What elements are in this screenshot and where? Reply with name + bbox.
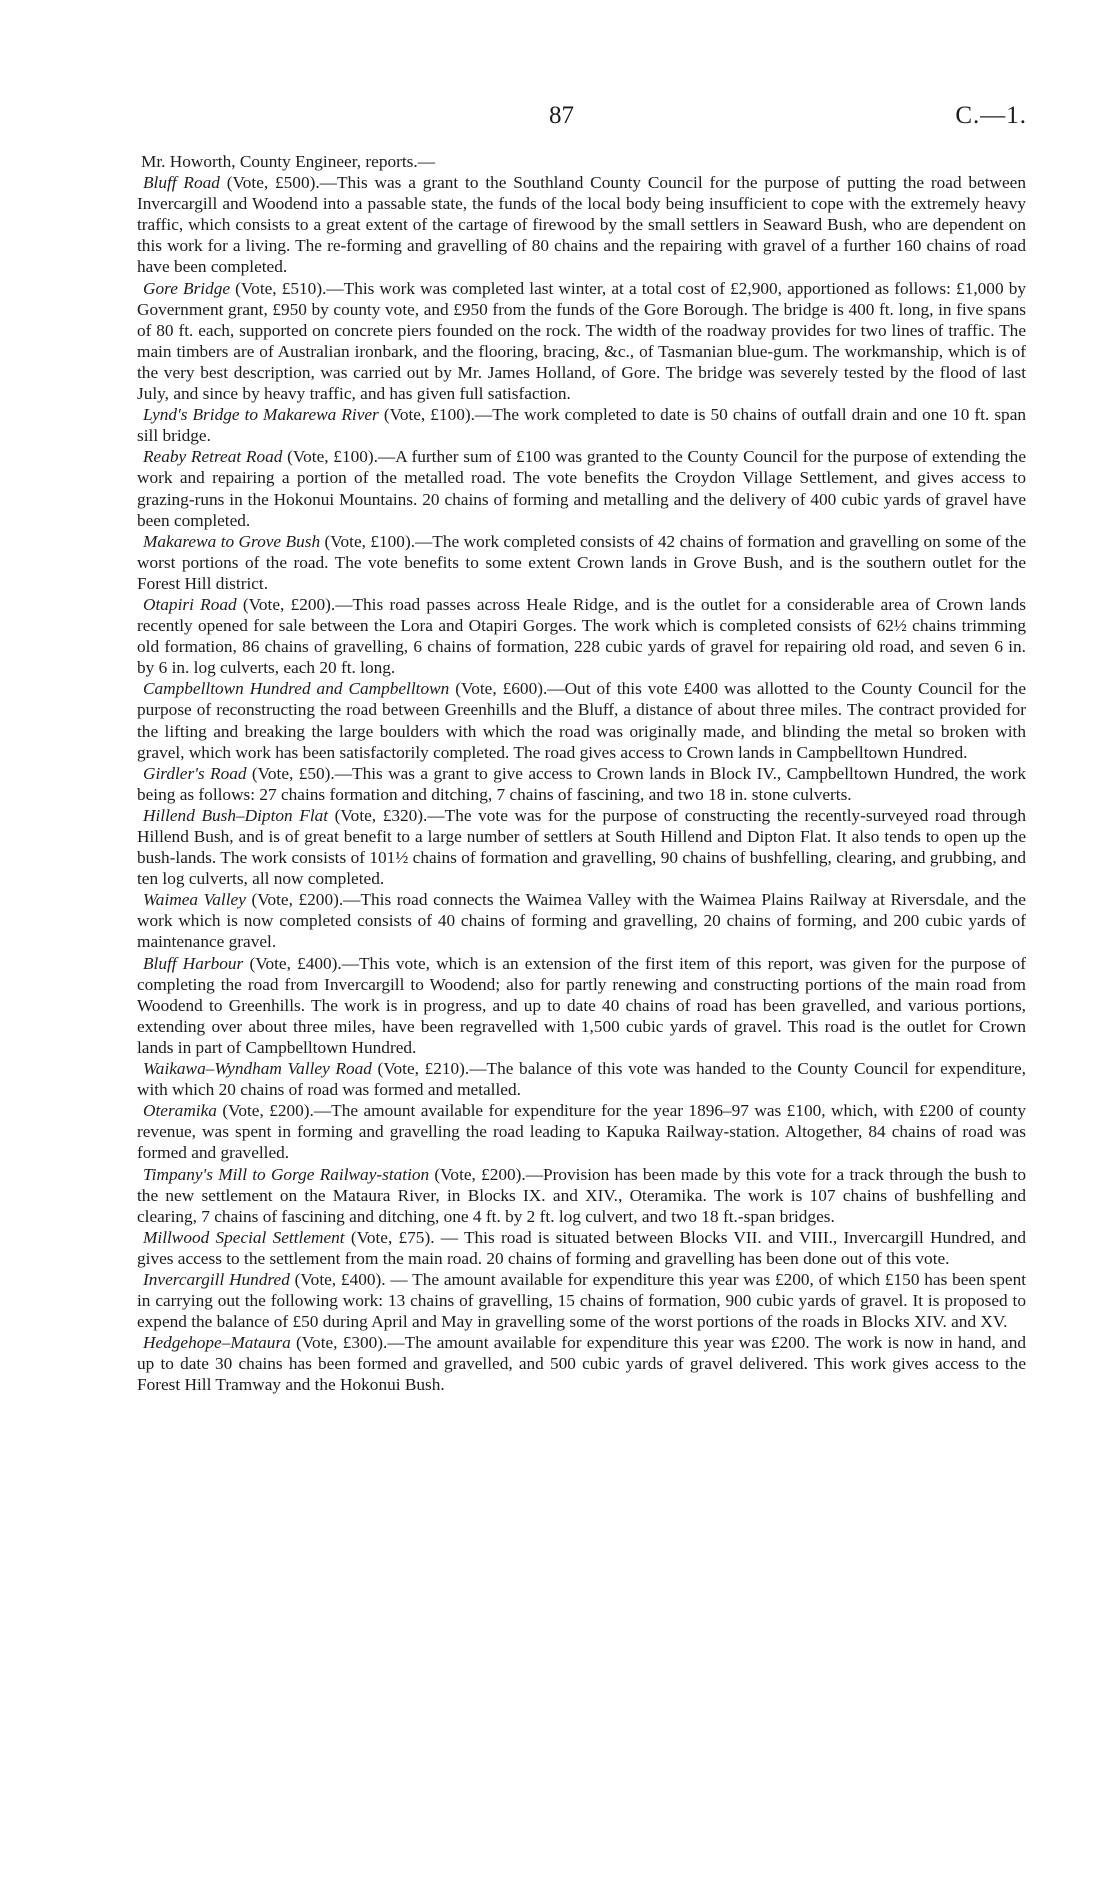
report-paragraph (137, 1100, 1026, 1163)
paragraph-title: Bluff Road (143, 173, 220, 193)
report-paragraph (137, 763, 1026, 805)
report-paragraph (137, 1058, 1026, 1100)
report-paragraph (137, 805, 1026, 889)
paragraph-text: (Vote, £500).—This was a grant to the Southland County Council for the purpose of putting the road between Invercargill and Woodend into a passable state, the funds of the local body being insufficient to cope with the extremely heavy traffic, which consists to a great extent of the cartage of firewood by the small settlers in Seaward Bush, who are dependent on this work for a living. The re-forming and gravelling of 80 chains and the repairing with gravel of a further 160 chains of road have been completed. (137, 173, 1026, 277)
paragraph-text: (Vote, £300).—The amount available for expenditure this year was £200. The work is now in hand, and up to date 30 chains has been formed and gravelled, and 500 cubic yards of gravel delivered. This work gives access to the Forest Hill Tramway and the Hokonui Bush. (137, 1333, 1026, 1395)
document-reference: C.—1. (955, 102, 1027, 129)
paragraph-title: Otapiri Road (143, 594, 237, 614)
paragraph-text: (Vote, £320).—The vote was for the purpose of constructing the recently-surveyed road through Hillend Bush, and is of great benefit to a large number of settlers at South Hillend and Dipton Flat. It also tends to open up the bush-lands. The work consists of 101½ chains of formation and gravelling, 90 chains of bushfelling, clearing, and grubbing, and ten log culverts, all now completed. (137, 805, 1026, 889)
report-paragraph (137, 404, 1026, 446)
paragraph-text: (Vote, £400). — The amount available for expenditure this year was £200, of which £150 has been spent in carrying out the following work: 13 chains of gravelling, 15 chains of formation, 900 cubic yards of gravel. It is proposed to expend the balance of £50 during April and May in gravelling some of the worst portions of the roads in Blocks XIV. and XV. (137, 1269, 1027, 1332)
report-paragraph (137, 1227, 1026, 1269)
report-paragraph (137, 594, 1026, 678)
page-number: 87 (549, 102, 574, 129)
report-paragraph (137, 678, 1026, 762)
report-body (137, 151, 1026, 1396)
paragraph-text: (Vote, £200).—Provision has been made by this vote for a track through the bush to the new settlement on the Mataura River, in Blocks IX. and XIV., Oteramika. The work is 107 chains of bushfelling and clearing, 7 chains of fascining and ditching, one 4 ft. by 2 ft. log culvert, and two 18 ft.-span bridges. (137, 1164, 1026, 1226)
paragraph-text: (Vote, £100).—The work completed to date is 50 chains of outfall drain and one 10 ft. span sill bridge. (137, 405, 1027, 446)
paragraph-title: Campbelltown Hundred and Campbelltown (143, 679, 450, 699)
page-header (0, 102, 1114, 142)
report-paragraph (137, 1164, 1026, 1227)
paragraph-text: (Vote, £200).—This road connects the Waimea Valley with the Waimea Plains Railway at Riversdale, and the work which is now completed consists of 40 chains of forming and gravelling, 20 chains of forming, and 200 cubic yards of maintenance gravel. (137, 890, 1026, 952)
paragraph-title: Hedgehope–Mataura (143, 1333, 291, 1353)
paragraph-text: (Vote, £400).—This vote, which is an extension of the first item of this report, was given for the purpose of completing the road from Invercargill to Woodend; also for partly renewing and constructing portions of the main road from Woodend to Greenhills. The work is in progress, and up to date 40 chains of road has been gravelled, and various portions, extending over about three miles, have been regravelled with 1,500 cubic yards of gravel. This road is the outlet for Crown lands in part of Campbelltown Hundred. (137, 953, 1026, 1057)
paragraph-title: Timpany's Mill to Gorge Railway-station (143, 1164, 430, 1184)
report-paragraph (137, 531, 1026, 594)
paragraph-title: Millwood Special Settlement (143, 1227, 345, 1247)
paragraph-title: Makarewa to Grove Bush (143, 531, 321, 551)
paragraph-title: Reaby Retreat Road (143, 447, 283, 467)
report-paragraph (137, 889, 1026, 952)
paragraph-text: (Vote, £75). — This road is situated between Blocks VII. and VIII., Invercargill Hundred, and gives access to the settlement from the main road. 20 chains of forming and gravelling has been done out of this vote. (137, 1227, 1027, 1268)
report-paragraph (137, 953, 1026, 1058)
paragraph-title: Waikawa–Wyndham Valley Road (143, 1059, 372, 1079)
paragraph-text: (Vote, £200).—The amount available for expenditure for the year 1896–97 was £100, which, with £200 of county revenue, was spent in forming and gravelling the road leading to Kapuka Railway-station. Altogether, 84 chains of road was formed and gravelled. (137, 1101, 1026, 1163)
paragraph-title: Oteramika (143, 1101, 217, 1121)
paragraph-title: Invercargill Hundred (143, 1269, 290, 1289)
report-intro: Mr. Howorth, County Engineer, reports.— (141, 152, 436, 171)
paragraph-text: (Vote, £600).—Out of this vote £400 was allotted to the County Council for the purpose of reconstructing the road between Greenhills and the Bluff, a distance of about three miles. The contract provided for the lifting and breaking the large boulders with which the road was originally made, and blinding the metal so broken with gravel, which work has been satisfactorily completed. The road gives access to Crown lands in Campbelltown Hundred. (137, 679, 1026, 762)
report-paragraph (137, 446, 1026, 530)
paragraph-title: Bluff Harbour (143, 953, 244, 973)
paragraph-text: (Vote, £100).—A further sum of £100 was granted to the County Council for the purpose of extending the work and repairing a portion of the metalled road. The vote benefits the Croydon Village Settlement, and gives access to grazing-runs in the Hokonui Mountains. 20 chains of forming and metalling and the delivery of 400 cubic yards of gravel have been completed. (137, 447, 1026, 530)
paragraph-title: Gore Bridge (143, 278, 231, 298)
paragraph-text: (Vote, £210).—The balance of this vote was handed to the County Council for expenditure, with which 20 chains of road was formed and metalled. (137, 1059, 1027, 1100)
report-paragraph (137, 172, 1026, 277)
paragraph-text: (Vote, £50).—This was a grant to give access to Crown lands in Block IV., Campbelltown Hundred, the work being as follows: 27 chains formation and ditching, 7 chains of fascining, and two 18 in. stone culverts. (137, 763, 1026, 804)
report-paragraph (137, 278, 1026, 405)
report-paragraph (137, 1269, 1026, 1332)
paragraph-text: (Vote, £510).—This work was completed last winter, at a total cost of £2,900, apportioned as follows: £1,000 by Government grant, £950 by county vote, and £950 from the funds of the Gore Borough. The bridge is 400 ft. long, in five spans of 80 ft. each, supported on concrete piers founded on the rock. The width of the roadway provides for two lines of traffic. The main timbers are of Australian ironbark, and the flooring, bracing, &c., of Tasmanian blue-gum. The workmanship, which is of the very best description, was carried out by Mr. James Holland, of Gore. The bridge was severely tested by the flood of last July, and since by heavy traffic, and has given full satisfaction. (137, 278, 1026, 404)
paragraph-title: Hillend Bush–Dipton Flat (143, 805, 329, 825)
paragraph-title: Lynd's Bridge to Makarewa River (143, 405, 379, 425)
paragraph-text: (Vote, £100).—The work completed consists of 42 chains of formation and gravelling on some of the worst portions of the road. The vote benefits to some extent Crown lands in Grove Bush, and is the southern outlet for the Forest Hill district. (137, 531, 1026, 593)
paragraph-title: Waimea Valley (143, 890, 246, 910)
paragraph-title: Girdler's Road (143, 763, 247, 783)
report-paragraph (137, 1332, 1026, 1395)
paragraph-text: (Vote, £200).—This road passes across Heale Ridge, and is the outlet for a considerable area of Crown lands recently opened for sale between the Lora and Otapiri Gorges. The work which is completed consists of 62½ chains trimming old formation, 86 chains of gravelling, 6 chains of formation, 228 cubic yards of gravel for repairing old road, and seven 6 in. by 6 in. log culverts, each 20 ft. long. (137, 594, 1026, 678)
